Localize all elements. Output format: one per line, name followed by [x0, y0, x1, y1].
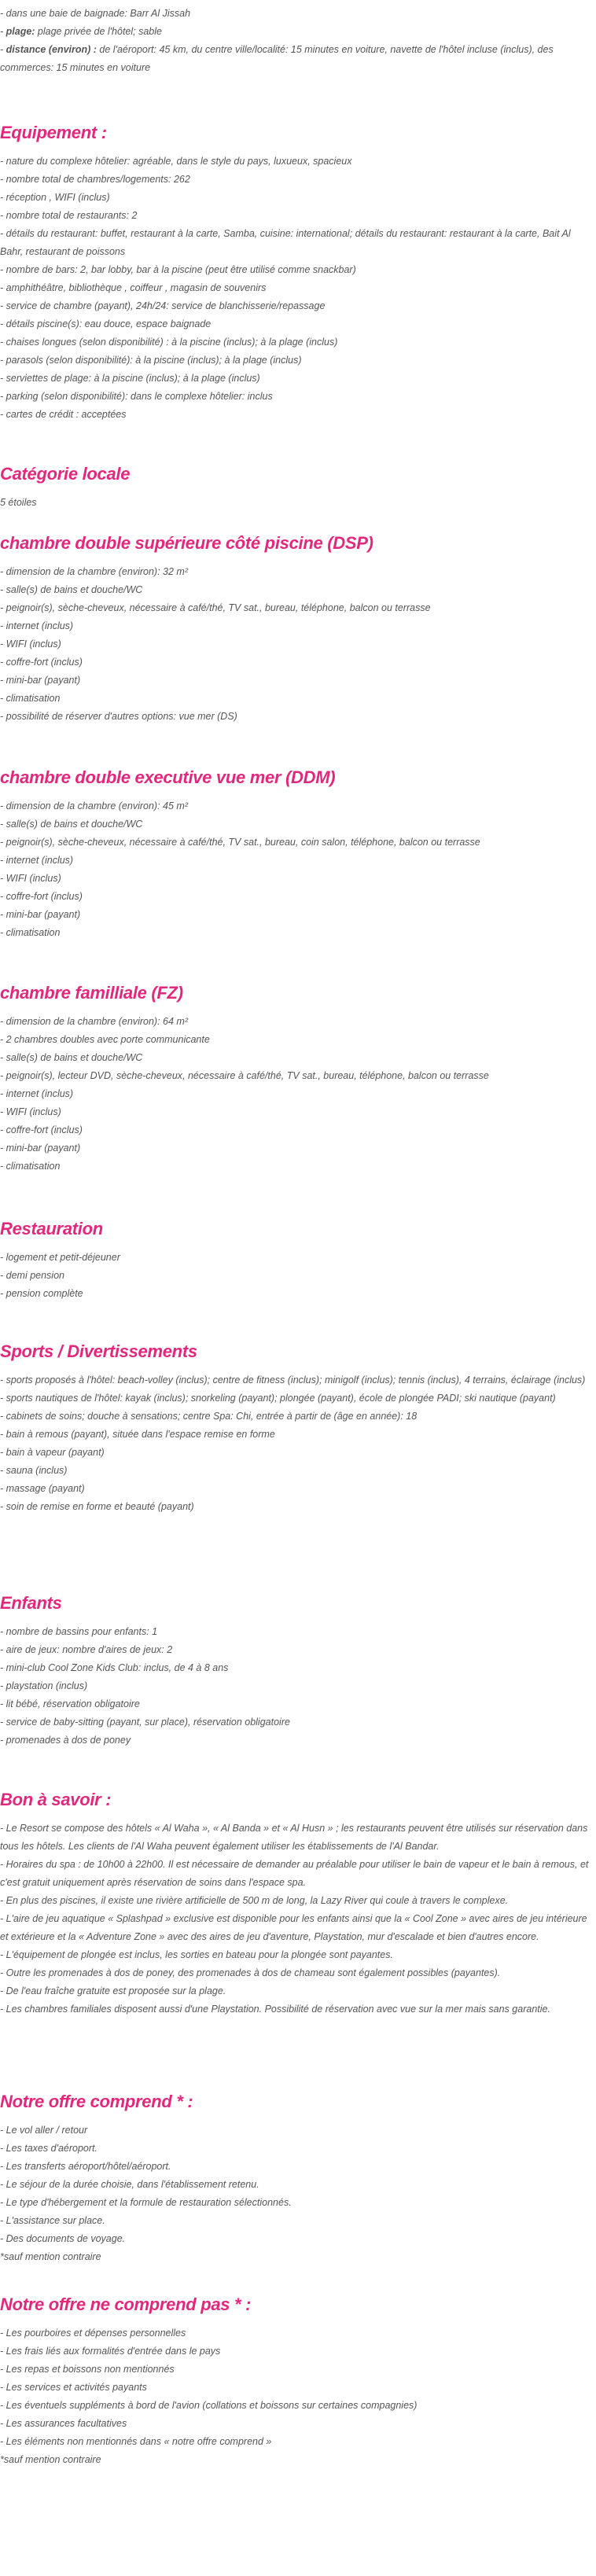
- list-item: - réception , WIFI (inclus): [0, 192, 110, 203]
- section-title: Enfants: [0, 1593, 62, 1613]
- list-item: - dimension de la chambre (environ): 32 m²: [0, 566, 188, 577]
- section-title: chambre familliale (FZ): [0, 983, 183, 1003]
- section-title: Sports / Divertissements: [0, 1341, 197, 1361]
- section-good-to-know: [0, 1790, 591, 2018]
- list-item: - internet (inclus): [0, 855, 74, 866]
- list-item: - Les services et activités payants: [0, 2382, 147, 2393]
- list-item: - Le Resort se compose des hôtels « Al Waha », « Al Banda » et « Al Husn » ; les restaurants peuvent être utilisés sur réservation dans tous les hôtels. Les clients de l'Al Waha peuvent également utiliser les établissements de l'Al Bandar.: [0, 1823, 588, 1852]
- list-item: - service de baby-sitting (payant, sur place), réservation obligatoire: [0, 1717, 290, 1728]
- list-item: - nombre de bassins pour enfants: 1: [0, 1626, 158, 1637]
- section-body: [0, 1013, 591, 1176]
- list-item: - WIFI (inclus): [0, 1106, 61, 1117]
- section-body: [0, 494, 591, 512]
- list-item: - sauna (inclus): [0, 1465, 68, 1476]
- section-equipment: [0, 123, 591, 424]
- section-body: [0, 2122, 591, 2266]
- section-body: [0, 1623, 591, 1750]
- list-item: - nombre de bars: 2, bar lobby, bar à la piscine (peut être utilisé comme snackbar): [0, 264, 356, 275]
- list-item: - WIFI (inclus): [0, 638, 61, 650]
- list-item: - salle(s) de bains et douche/WC: [0, 1052, 143, 1063]
- section-body: [0, 153, 591, 424]
- list-item: - coffre-fort (inclus): [0, 657, 83, 668]
- section-catering: [0, 1219, 591, 1303]
- list-item: - climatisation: [0, 693, 61, 704]
- section-body: [0, 1371, 591, 1516]
- list-item: - pension complète: [0, 1288, 83, 1299]
- list-item: - mini-bar (payant): [0, 909, 81, 920]
- section-children: [0, 1593, 591, 1750]
- list-item: - demi pension: [0, 1270, 64, 1281]
- list-item: - soin de remise en forme et beauté (payant): [0, 1501, 194, 1512]
- section-local-category: [0, 464, 591, 512]
- list-item: - aire de jeux: nombre d'aires de jeux: 2: [0, 1644, 173, 1655]
- list-item: - Le vol aller / retour: [0, 2125, 88, 2136]
- list-item: - WIFI (inclus): [0, 873, 61, 884]
- section-title: Notre offre comprend * :: [0, 2092, 193, 2111]
- list-item: - possibilité de réserver d'autres options: vue mer (DS): [0, 711, 237, 722]
- location-details: [0, 5, 590, 77]
- list-item: - salle(s) de bains et douche/WC: [0, 819, 143, 830]
- list-item: - Les chambres familiales disposent aussi d'une Playstation. Possibilité de réservation avec vue sur la mer mais sans garantie.: [0, 2004, 550, 2015]
- section-offer-excludes: [0, 2294, 591, 2469]
- list-item: - peignoir(s), sèche-cheveux, nécessaire à café/thé, TV sat., bureau, coin salon, téléphone, balcon ou terrasse: [0, 837, 480, 848]
- list-item: - Les frais liés aux formalités d'entrée dans le pays: [0, 2346, 221, 2357]
- list-item: - climatisation: [0, 1161, 61, 1172]
- list-item: - Les assurances facultatives: [0, 2418, 127, 2429]
- section-title: Notre offre ne comprend pas * :: [0, 2294, 252, 2314]
- section-title: Catégorie locale: [0, 464, 131, 484]
- intro-line-distance: - distance (environ) : de l'aéroport: 45 km, du centre ville/localité: 15 minutes en voiture, navette de l'hôtel incluse (inclus), des commerces: 15 minutes en voiture: [0, 44, 554, 73]
- section-body: [0, 1820, 591, 2018]
- list-item: - L'équipement de plongée est inclus, les sorties en bateau pour la plongée sont payantes.: [0, 1949, 393, 1960]
- list-item: - Les pourboires et dépenses personnelles: [0, 2328, 186, 2339]
- section-title: Bon à savoir :: [0, 1790, 112, 1809]
- beach-label: plage:: [6, 26, 35, 37]
- list-item: - 2 chambres doubles avec porte communicante: [0, 1034, 210, 1045]
- list-item: - dimension de la chambre (environ): 45 m²: [0, 800, 188, 811]
- list-item: - playstation (inclus): [0, 1680, 88, 1691]
- list-item: - Les transferts aéroport/hôtel/aéroport.: [0, 2161, 171, 2172]
- list-item: - sports proposés à l'hôtel: beach-volley (inclus); centre de fitness (inclus); minigolf (inclus); tennis (inclus), 4 terrains, éclairage (inclus): [0, 1374, 586, 1386]
- list-item: - salle(s) de bains et douche/WC: [0, 584, 143, 595]
- section-sports: [0, 1341, 591, 1516]
- list-item: - mini-bar (payant): [0, 1143, 81, 1154]
- list-item: 5 étoiles: [0, 497, 37, 508]
- list-item: - nature du complexe hôtelier: agréable, dans le style du pays, luxueux, spacieux: [0, 156, 352, 167]
- list-item: - coffre-fort (inclus): [0, 1124, 83, 1135]
- list-item: - bain à remous (payant), située dans l'espace remise en forme: [0, 1429, 275, 1440]
- list-item: - cabinets de soins; douche à sensations; centre Spa: Chi, entrée à partir de (âge en année): 18: [0, 1411, 418, 1422]
- list-item: - bain à vapeur (payant): [0, 1447, 105, 1458]
- list-item: - Les éléments non mentionnés dans « notre offre comprend »: [0, 2436, 272, 2447]
- list-item: - mini-club Cool Zone Kids Club: inclus, de 4 à 8 ans: [0, 1662, 229, 1673]
- section-body: [0, 563, 591, 726]
- intro-line-beach: - plage: plage privée de l'hôtel; sable: [0, 26, 162, 37]
- list-item: - détails piscine(s): eau douce, espace baignade: [0, 318, 212, 329]
- list-item: - L'aire de jeu aquatique « Splashpad » exclusive est disponible pour les enfants ainsi que la « Cool Zone » avec aires de jeu intérieure et extérieure et la « Adventure Zone » avec des aires de jeu d'aventure, Playstation, mur d'escalade et bien d'autres encore.: [0, 1913, 587, 1942]
- list-item: - coffre-fort (inclus): [0, 891, 83, 902]
- list-item: - massage (payant): [0, 1483, 85, 1494]
- list-item: - cartes de crédit : acceptées: [0, 409, 127, 420]
- list-item: *sauf mention contraire: [0, 2251, 101, 2262]
- list-item: - service de chambre (payant), 24h/24: service de blanchisserie/repassage: [0, 300, 326, 311]
- list-item: - peignoir(s), sèche-cheveux, nécessaire à café/thé, TV sat., bureau, téléphone, balcon ou terrasse: [0, 602, 431, 613]
- list-item: - lit bébé, réservation obligatoire: [0, 1698, 140, 1709]
- list-item: - Outre les promenades à dos de poney, des promenades à dos de chameau sont également possibles (payantes).: [0, 1967, 501, 1978]
- list-item: - peignoir(s), lecteur DVD, sèche-cheveux, nécessaire à café/thé, TV sat., bureau, téléphone, balcon ou terrasse: [0, 1070, 489, 1081]
- list-item: *sauf mention contraire: [0, 2454, 101, 2465]
- list-item: - dimension de la chambre (environ): 64 m²: [0, 1016, 188, 1027]
- section-body: [0, 1249, 591, 1303]
- list-item: - internet (inclus): [0, 620, 74, 631]
- section-body: [0, 797, 591, 942]
- list-item: - promenades à dos de poney: [0, 1735, 131, 1746]
- list-item: - En plus des piscines, il existe une rivière artificielle de 500 m de long, la Lazy River qui coule à travers le complexe.: [0, 1895, 509, 1906]
- section-offer-includes: [0, 2092, 591, 2266]
- list-item: - climatisation: [0, 927, 61, 938]
- list-item: - sports nautiques de l'hôtel: kayak (inclus); snorkeling (payant); plongée (payant), école de plongée PADI; ski nautique (payant): [0, 1393, 556, 1404]
- list-item: - Les taxes d'aéroport.: [0, 2143, 97, 2154]
- list-item: - parasols (selon disponibilité): à la piscine (inclus); à la plage (inclus): [0, 355, 302, 366]
- list-item: - logement et petit-déjeuner: [0, 1252, 120, 1263]
- list-item: - nombre total de chambres/logements: 262: [0, 174, 190, 185]
- list-item: - Horaires du spa : de 10h00 à 22h00. Il est nécessaire de demander au préalable pour utiliser le bain de vapeur et le bain à remous, et c'est gratuit uniquement après réservation de soins dans l'espace spa.: [0, 1859, 589, 1888]
- list-item: - nombre total de restaurants: 2: [0, 210, 138, 221]
- section-body: [0, 2324, 591, 2469]
- list-item: - Des documents de voyage.: [0, 2233, 126, 2244]
- section-room-fz: [0, 983, 591, 1176]
- section-room-ddm: [0, 767, 591, 942]
- list-item: - De l'eau fraîche gratuite est proposée sur la plage.: [0, 1985, 226, 1996]
- section-title: Restauration: [0, 1219, 103, 1238]
- list-item: - détails du restaurant: buffet, restaurant à la carte, Samba, cuisine: international; détails du restaurant: restaurant à la carte, Bait Al Bahr, restaurant de poissons: [0, 228, 571, 257]
- section-room-dsp: [0, 533, 591, 726]
- section-title: Equipement :: [0, 123, 107, 142]
- list-item: - internet (inclus): [0, 1088, 74, 1099]
- list-item: - parking (selon disponibilité): dans le complexe hôtelier: inclus: [0, 391, 273, 402]
- list-item: - amphithéâtre, bibliothèque , coiffeur , magasin de souvenirs: [0, 282, 267, 293]
- section-title: chambre double supérieure côté piscine (DSP): [0, 533, 373, 553]
- section-title: chambre double executive vue mer (DDM): [0, 767, 336, 787]
- list-item: - L'assistance sur place.: [0, 2215, 105, 2226]
- distance-label: distance (environ) :: [6, 44, 97, 55]
- distance-value: de l'aéroport: 45 km, du centre ville/localité: 15 minutes en voiture, navette de l'hôtel incluse (inclus), des commerces: 15 minutes en voiture: [0, 44, 554, 73]
- list-item: - Les éventuels suppléments à bord de l'avion (collations et boissons sur certaines compagnies): [0, 2400, 418, 2411]
- list-item: - Le type d'hébergement et la formule de restauration sélectionnés.: [0, 2197, 292, 2208]
- list-item: - serviettes de plage: à la piscine (inclus); à la plage (inclus): [0, 373, 260, 384]
- list-item: - chaises longues (selon disponibilité) : à la piscine (inclus); à la plage (inclus): [0, 337, 338, 348]
- intro-line-bay: - dans une baie de baignade: Barr Al Jissah: [0, 8, 191, 19]
- list-item: - Les repas et boissons non mentionnés: [0, 2364, 175, 2375]
- beach-value: plage privée de l'hôtel; sable: [35, 26, 162, 37]
- list-item: - Le séjour de la durée choisie, dans l'établissement retenu.: [0, 2179, 259, 2190]
- list-item: - mini-bar (payant): [0, 675, 81, 686]
